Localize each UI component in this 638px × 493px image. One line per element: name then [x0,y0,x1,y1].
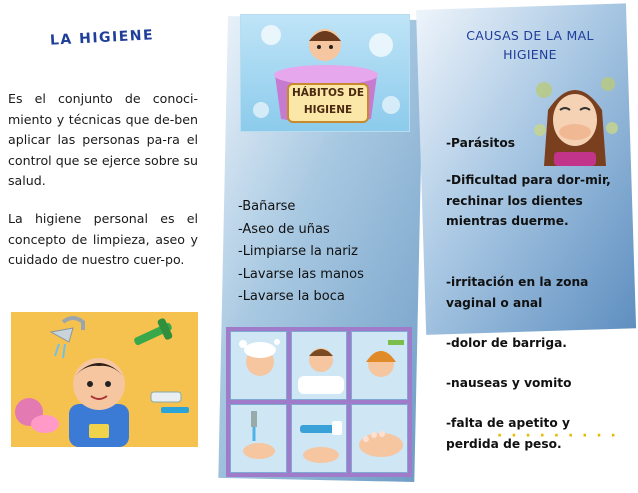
page-title: LA HIGIENE [49,27,155,49]
causes-heading [440,26,620,64]
washing-hair-tile [230,331,287,400]
habit-item: -Limpiarse la nariz [238,244,358,259]
kid-hygiene-illustration [11,312,198,447]
cause-item: -nauseas y vomito [446,376,572,390]
combing-hair-tile [351,331,408,400]
bathing-tile [291,331,348,400]
bad-smell-icon [530,70,620,170]
banner-line-2: HIGIENE [303,104,353,116]
habit-item: -Aseo de uñas [238,221,330,237]
kid-illustration-icon [11,312,198,447]
causes-heading-line-2: HIGIENE [503,47,557,62]
nail-care-tile [351,404,408,473]
cause-item: -Dificultad para dor-mir, rechinar los dientes mientras duerme. [446,173,611,228]
left-column [0,0,205,493]
washing-hands-tile [230,404,287,473]
cause-item: -Parásitos [446,136,516,150]
hygiene-habits-header-image [240,14,410,132]
hygiene-photo-grid [226,327,412,477]
woman-covering-nose-illustration [530,70,620,170]
cause-item: -irritación en la zona vaginal o anal [446,275,589,310]
causes-heading-line-1: CAUSAS DE LA MAL [466,28,594,43]
definition-paragraph: Es el conjunto de conoci-miento y técnicas que de-ben aplicar las personas pa-ra el control que se ejerce sobre su salud. [8,91,198,188]
banner-line-1: HÁBITOS DE [291,87,365,99]
habit-item: -Lavarse la boca [238,289,345,304]
cause-item: -dolor de barriga. [446,336,567,350]
habit-item: -Bañarse [238,199,296,214]
decorative-dots: · · · · · · · · · [497,428,618,444]
brushing-teeth-tile [291,404,348,473]
cause-item: -falta de apetito y perdida de peso. [446,416,570,451]
habits-list [238,196,364,309]
personal-hygiene-paragraph: La higiene personal es el concepto de limpieza, aseo y cuidado de nuestro cuer-po. [8,211,198,267]
hygiene-habits-banner [287,83,369,123]
habit-item: -Lavarse las manos [238,266,364,282]
